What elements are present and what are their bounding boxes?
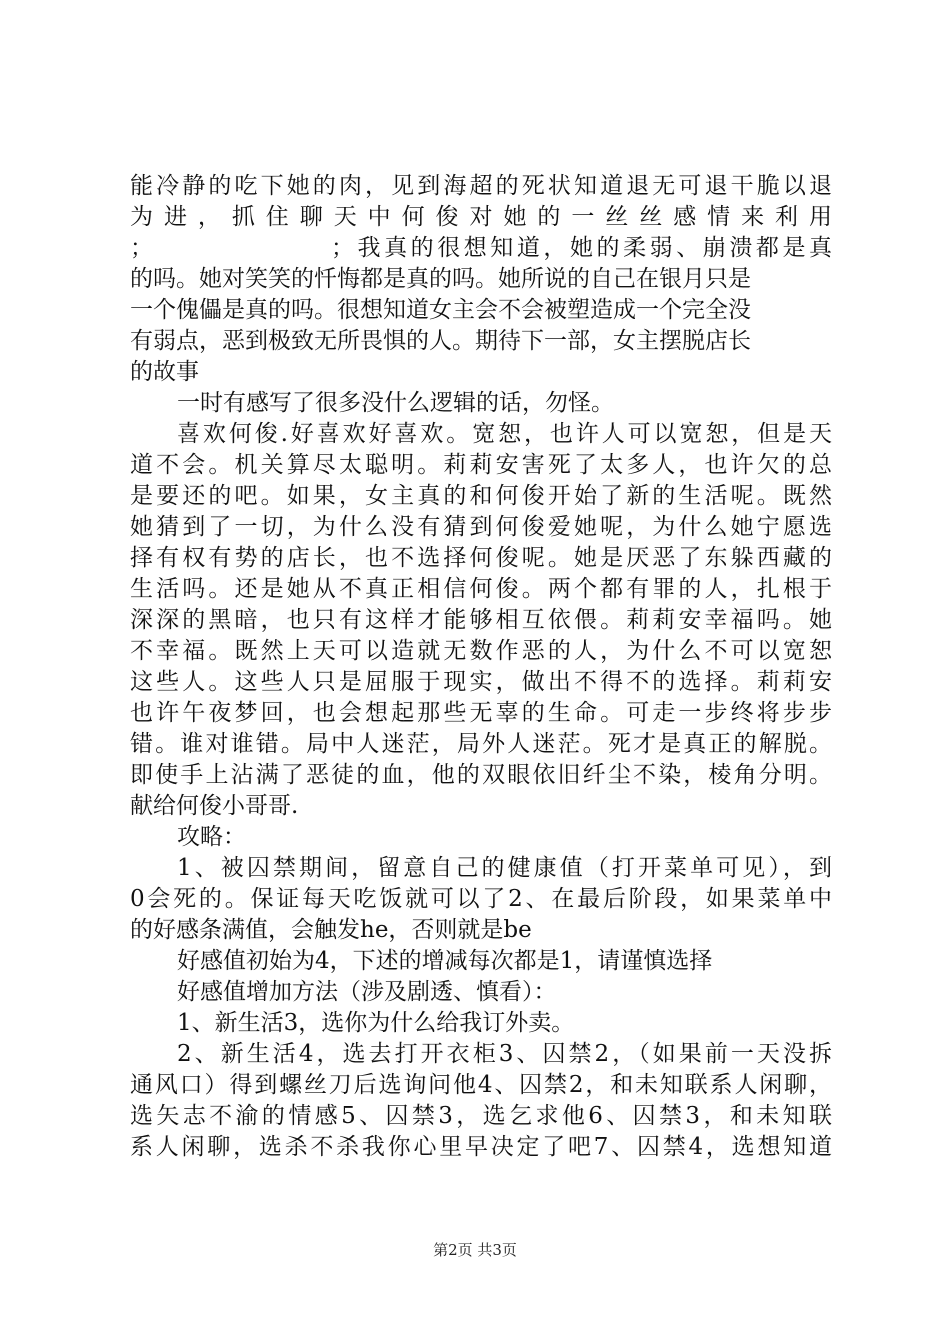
text-line: 好感值增加方法（涉及剧透、慎看）： [177, 979, 557, 1005]
paragraph [130, 946, 832, 977]
text-line: 选矢志不渝的情感5、囚禁3，选乞求他6、囚禁3，和未知联 [130, 1103, 832, 1129]
text-line: 即使手上沾满了恶徒的血，他的双眼依旧纤尘不染，棱角分明。 [130, 762, 832, 788]
text-line: 1、新生活3，选你为什么给我订外卖。 [177, 1010, 575, 1036]
text-line: 献给何俊小哥哥. [130, 793, 299, 819]
paragraph [130, 171, 832, 388]
text-line: ； ；我真的很想知道，她的柔弱、崩溃都是真 [130, 235, 832, 261]
text-line: 深深的黑暗，也只有这样才能够相互依偎。莉莉安幸福吗。她 [130, 607, 832, 633]
text-line: 一个傀儡是真的吗。很想知道女主会不会被塑造成一个完全没 [130, 297, 751, 323]
text-line: 是要还的吧。如果，女主真的和何俊开始了新的生活呢。既然 [130, 483, 832, 509]
paragraph [130, 822, 832, 853]
text-line: 道不会。机关算尽太聪明。莉莉安害死了太多人，也许欠的总 [130, 452, 832, 478]
paragraph [130, 977, 832, 1008]
page-footer: 第2页 共3页 [433, 1241, 517, 1259]
paragraph [130, 853, 832, 946]
text-line: 也许午夜梦回，也会想起那些无辜的生命。可走一步终将步步 [130, 700, 832, 726]
text-line: 好感值初始为4，下述的增减每次都是1，请谨慎选择 [177, 948, 713, 974]
text-line: 通风口）得到螺丝刀后选询问他4、囚禁2，和未知联系人闲聊， [130, 1072, 832, 1098]
document-body [130, 171, 832, 1163]
paragraph [130, 388, 832, 419]
paragraph [130, 1008, 832, 1039]
text-line: 不幸福。既然上天可以造就无数作恶的人，为什么不可以宽恕 [130, 638, 832, 664]
text-line: 生活吗。还是她从不真正相信何俊。两个都有罪的人，扎根于 [130, 576, 832, 602]
text-line: 有弱点，恶到极致无所畏惧的人。期待下一部，女主摆脱店长 [130, 328, 751, 354]
text-line: 系人闲聊，选杀不杀我你心里早决定了吧7、囚禁4，选想知道 [130, 1134, 832, 1160]
text-line: 她猜到了一切，为什么没有猜到何俊爱她呢，为什么她宁愿选 [130, 514, 832, 540]
text-line: 的好感条满值，会触发he，否则就是be [130, 917, 532, 943]
text-line: 择有权有势的店长，也不选择何俊呢。她是厌恶了东躲西藏的 [130, 545, 832, 571]
text-line: 这些人。这些人只是屈服于现实，做出不得不的选择。莉莉安 [130, 669, 832, 695]
text-line: 0会死的。保证每天吃饭就可以了2、在最后阶段，如果菜单中 [130, 886, 832, 912]
text-line: 能冷静的吃下她的肉，见到海超的死状知道退无可退干脆以退 [130, 173, 832, 199]
paragraph [130, 1039, 832, 1163]
text-line: 喜欢何俊.好喜欢好喜欢。宽恕，也许人可以宽恕，但是天 [177, 421, 832, 447]
text-line: 1、被囚禁期间，留意自己的健康值（打开菜单可见），到 [177, 855, 832, 881]
text-line: 攻略： [177, 824, 246, 850]
paragraph [130, 419, 832, 822]
text-line: 的吗。她对笑笑的忏悔都是真的吗。她所说的自己在银月只是 [130, 266, 751, 292]
text-line: 一时有感写了很多没什么逻辑的话，勿怪。 [177, 390, 614, 416]
text-line: 为进，抓住聊天中何俊对她的一丝丝感情来利用 [130, 204, 832, 230]
text-line: 的故事 [130, 359, 199, 385]
text-line: 2、新生活4，选去打开衣柜3、囚禁2，（如果前一天没拆 [177, 1041, 832, 1067]
text-line: 错。谁对谁错。局中人迷茫，局外人迷茫。死才是真正的解脱。 [130, 731, 832, 757]
